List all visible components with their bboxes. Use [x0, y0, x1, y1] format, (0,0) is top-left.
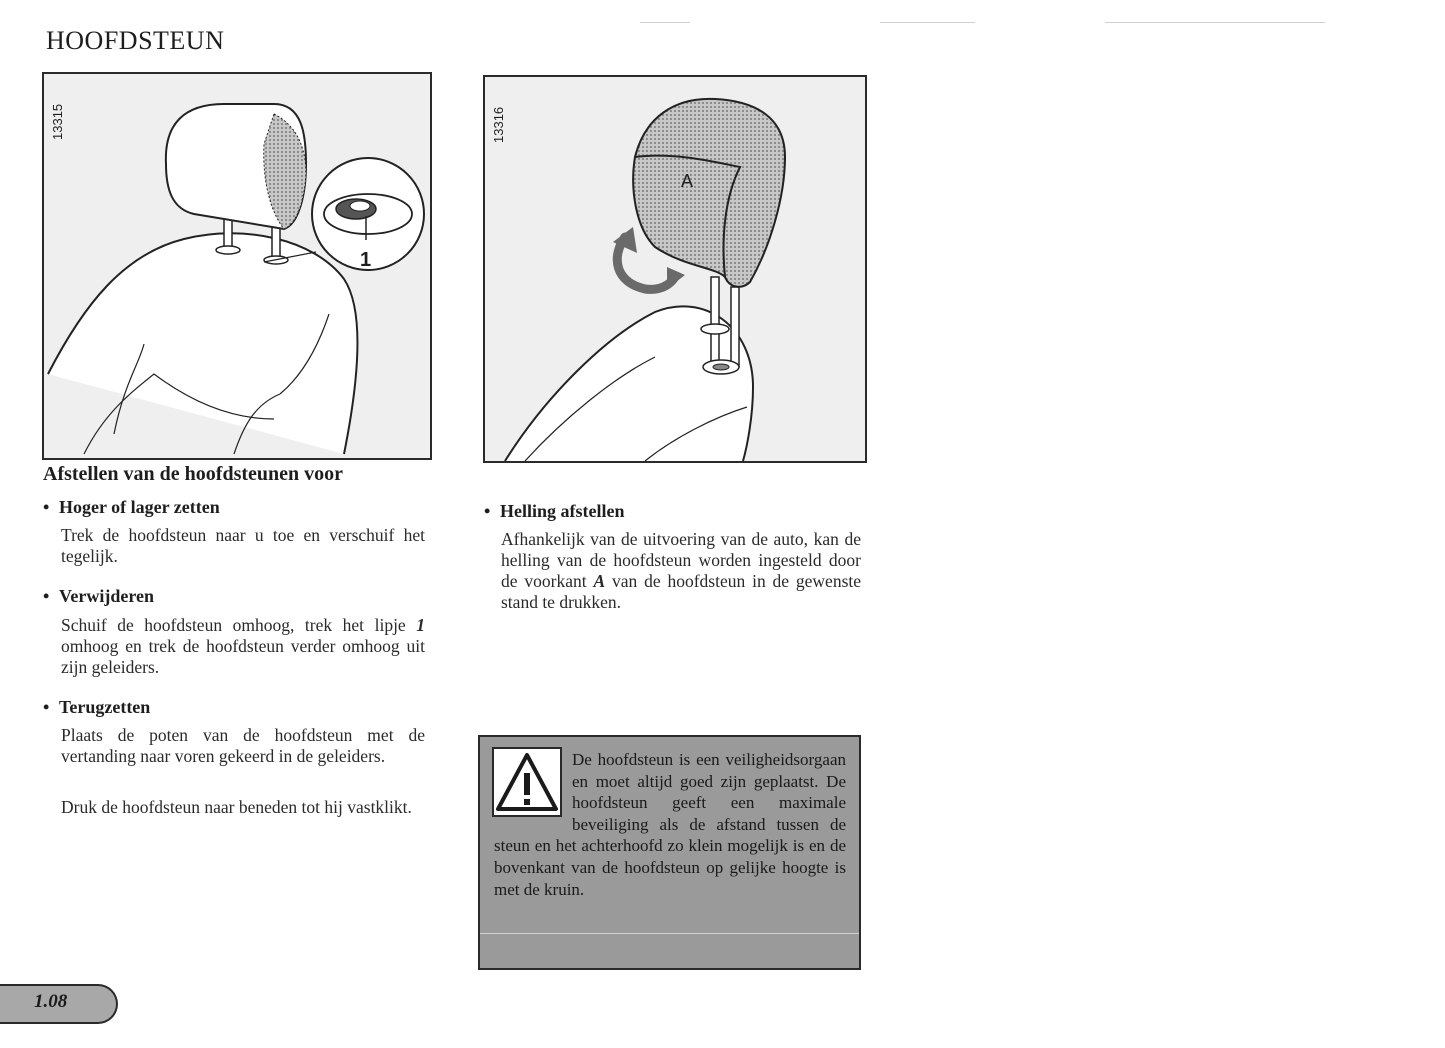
- warning-divider: [480, 933, 859, 934]
- headrest-removal-figure: [42, 72, 432, 460]
- top-rule-1: [640, 22, 690, 23]
- bullet: •: [43, 586, 50, 606]
- warning-text: De hoofdsteun is een veiligheidsorgaan en moet altijd goed zijn geplaatst. De hoofdsteun geeft een maximale beveiliging als de afstand tussen de steun en het achterhoofd zo klein mogelijk is en de bovenkant van de hoofdsteun op gelijke hoogte is met de kruin.: [494, 750, 846, 899]
- page-number-tab: [0, 984, 118, 1024]
- remove-title: • Verwijderen: [43, 586, 154, 606]
- page-number: 1.08: [34, 991, 68, 1012]
- refit-text-extra: Druk de hoofdsteun naar beneden tot hij vastklikt.: [61, 797, 412, 817]
- headrest-removal-illustration: [44, 74, 430, 458]
- top-rule-2: [880, 22, 975, 23]
- refit-title: • Terugzetten: [43, 697, 151, 717]
- ref-a: A: [593, 571, 606, 591]
- headrest-tilt-figure: [483, 75, 867, 463]
- tilt-text: Afhankelijk van de uitvoering van de auto, kan de helling van de hoofdsteun worden ingesteld door de voorkant A van de hoofdsteun in de gewenste stand te drukken.: [501, 529, 862, 612]
- refit-text: Plaats de poten van de hoofdsteun met de vertanding naar voren gekeerd in de geleiders.: [61, 725, 425, 766]
- raise-title: • Hoger of lager zetten: [43, 497, 220, 517]
- headrest-tilt-illustration: [485, 77, 865, 461]
- callout-a-label: A: [681, 171, 694, 191]
- bullet: •: [43, 697, 50, 717]
- page-title: HOOFDSTEUN: [46, 26, 225, 55]
- remove-text: Schuif de hoofdsteun omhoog, trek het lipje 1 omhoog en trek de hoofdsteun verder omhoog uit zijn geleiders.: [61, 615, 426, 677]
- ref-1: 1: [416, 615, 426, 635]
- callout-1-label: 1: [360, 249, 372, 271]
- raise-text: Trek de hoofdsteun naar u toe en verschuif het tegelijk.: [61, 525, 425, 566]
- bullet: •: [484, 501, 491, 521]
- bullet: •: [43, 497, 50, 517]
- figure-code-left: 13315: [50, 103, 65, 140]
- section-heading: Afstellen van de hoofdsteunen voor: [43, 463, 344, 485]
- top-rule-3: [1105, 22, 1325, 23]
- figure-code-right: 13316: [491, 106, 506, 143]
- safety-warning-box: [478, 735, 861, 970]
- tilt-title: • Helling afstellen: [484, 501, 625, 521]
